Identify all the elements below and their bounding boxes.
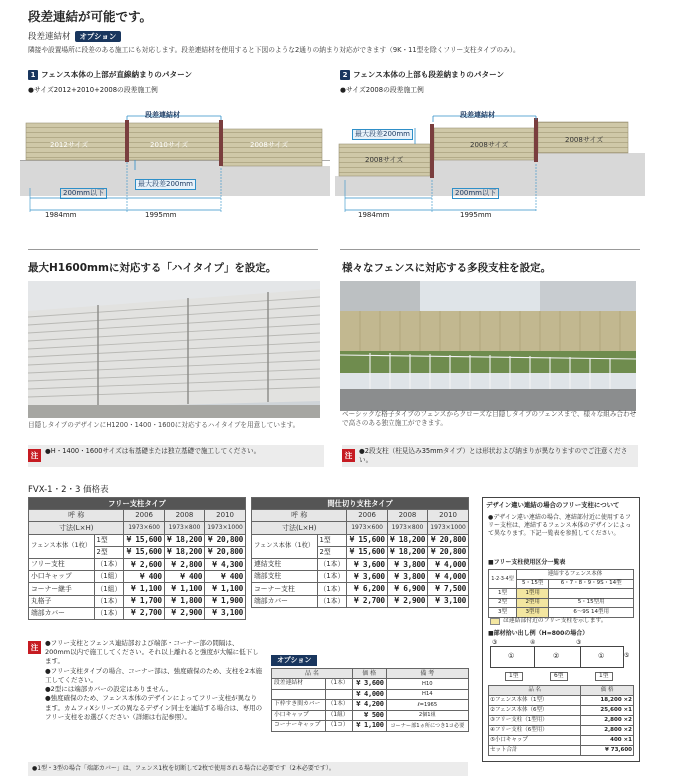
table-row (272, 700, 469, 711)
table1-row-name: フリー支柱 (29, 558, 95, 570)
intro-text: 隣接や設置場所に段差のある施工にも対応します。段差連結材を使用すると下図のような2通りの納まり対応ができます（9K・11型を除くフリー支柱タイプのみ）。 (28, 46, 520, 54)
table1-col-name: 呼 称 (29, 510, 124, 522)
table-row (29, 595, 246, 607)
option-col: 備 考 (386, 669, 468, 679)
table2-price: ¥ 3,600 (347, 558, 387, 570)
price-table-partition (251, 497, 469, 608)
table1-col: 2008 (164, 510, 204, 522)
example-name: セット合計 (489, 745, 581, 755)
note-item: ●フリー支柱とフェンス連結部および端部・コーナー部の間隔は、200mm以内で施工してください。それ以上離れると強度が大幅に低下します。 (45, 639, 259, 666)
table-row (29, 571, 246, 583)
table-row (252, 558, 469, 570)
table2-row-name: 端部支柱 (252, 571, 318, 583)
option-col: 価 格 (352, 669, 386, 679)
option-badge: オプション (75, 31, 122, 42)
table1-size: 1973×600 (124, 522, 164, 534)
pattern2-size2: 2008サイズ (470, 141, 509, 149)
table1-col: 2010 (205, 510, 246, 522)
table1-price: ¥ 400 (124, 571, 164, 583)
table2-price: ¥ 4,000 (428, 571, 469, 583)
example-panel: ① (598, 652, 605, 660)
table-row (29, 534, 246, 546)
table2-price: ¥ 20,800 (428, 546, 469, 558)
table-row (489, 598, 634, 608)
table1-price: ¥ 15,600 (124, 534, 164, 546)
example-table (488, 685, 634, 756)
usage-a: 2型用 (517, 598, 549, 608)
table1-row-type: 2型 (94, 546, 124, 558)
example-div (580, 646, 581, 668)
table2-price: ¥ 7,500 (428, 583, 469, 595)
feature1-note-mark: 注 (28, 449, 41, 462)
table1-row-name: コーナー継手 (29, 583, 95, 595)
option-note: ℓ=1965 (386, 700, 468, 711)
pattern2-maxstep: 最大段差200mm (352, 129, 413, 140)
notes-list (45, 639, 263, 722)
example-div (534, 646, 535, 668)
pattern2-title (340, 70, 504, 80)
table1-price: ¥ 1,100 (124, 583, 164, 595)
pattern2-dim1: 1984mm (358, 211, 390, 219)
pattern1-size3: 2008サイズ (250, 141, 289, 149)
table2-col: 2010 (428, 510, 469, 522)
option-note: H14 (386, 689, 468, 700)
option-price: ¥ 3,600 (352, 679, 386, 690)
table2-price: ¥ 6,900 (387, 583, 427, 595)
option-unit: （1組） (325, 710, 352, 721)
table1-price: ¥ 1,100 (205, 583, 246, 595)
table1-price: ¥ 2,700 (124, 607, 164, 619)
option-unit: （1本） (325, 679, 352, 690)
table2-size: 1973×1000 (428, 522, 469, 534)
table2-col: 2008 (387, 510, 427, 522)
table1-row-name: フェンス本体（1枚） (29, 534, 95, 558)
pattern1-num: 1 (28, 70, 38, 80)
table-row (252, 534, 469, 546)
option-name: 下枠すき間カバー (272, 700, 326, 711)
table1-price: ¥ 400 (164, 571, 204, 583)
table2-col: 2006 (347, 510, 387, 522)
option-unit: （1本） (325, 700, 352, 711)
option-price: ¥ 500 (352, 710, 386, 721)
feature1-photo (28, 281, 320, 418)
table1-price: ¥ 1,900 (205, 595, 246, 607)
table1-header: フリー支柱タイプ (29, 498, 246, 510)
pattern2-title-text: フェンス本体の上部も段差納まりのパターン (353, 70, 505, 79)
table2-price: ¥ 18,200 (387, 546, 427, 558)
table1-row-name: 小口キャップ (29, 571, 95, 583)
feature1-caption: 目隠しタイプのデザインにH1200・1400・1600に対応するハイタイプを用意しています。 (28, 421, 300, 429)
example-price: 2,800 ×2 (581, 725, 634, 735)
table-row (29, 583, 246, 595)
table1-col: 2006 (124, 510, 164, 522)
table-row (252, 595, 469, 607)
usage-head: 6・7・8・9・9S・14型 (549, 579, 634, 589)
table-row (272, 721, 469, 732)
pattern1-connector-label: 段差連結材 (145, 111, 180, 119)
example-name: ④フリー支柱（6型用） (489, 725, 581, 735)
table1-row-type: （1本） (94, 595, 124, 607)
table2-row-type: （1本） (317, 558, 347, 570)
example-price: 400 ×1 (581, 735, 634, 745)
example-type: 1型 (595, 672, 613, 681)
table2-col-size: 寸法(L×H) (252, 522, 347, 534)
feature2-caption: ベーシックな格子タイプのフェンスからクローズな目隠しタイプのフェンスまで、様々な組み合わせで高さのある独立施工ができます。 (342, 410, 637, 427)
table-row (252, 583, 469, 595)
feature1-note: ●H・1400・1600サイズは布基礎または独立基礎で施工してください。 (45, 447, 261, 455)
notes-mark: 注 (28, 641, 41, 654)
pattern2-size1: 2008サイズ (365, 156, 404, 164)
note-item: ●フリー支柱タイプの場合、コーナー部は、強度確保のため、支柱を2本施工してください。 (45, 666, 262, 684)
price-table-free (28, 497, 246, 620)
example-name: ①フェンス本体（1型） (489, 695, 581, 705)
usage-head: 連結するフェンス本体 (517, 570, 634, 580)
table2-price: ¥ 3,600 (347, 571, 387, 583)
option-note: 2個1組 (386, 710, 468, 721)
usage-k: 1型 (489, 589, 517, 599)
option-unit: （1コ） (325, 721, 352, 732)
table-row (489, 608, 634, 618)
pattern2-under: 200mm以下 (452, 188, 499, 199)
table2-price: ¥ 4,000 (428, 558, 469, 570)
pattern1-size2: 2010サイズ (150, 141, 189, 149)
table2-row-name: フェンス本体（1枚） (252, 534, 318, 558)
table1-col-size: 寸法(L×H) (29, 522, 124, 534)
pattern2-dim2: 1995mm (460, 211, 492, 219)
option-name: 小口キャップ (272, 710, 326, 721)
table1-row-type: （1組） (94, 571, 124, 583)
table-row (272, 689, 469, 700)
usage-b: 6〜9S 14型用 (549, 608, 634, 618)
page-title: 段差連結が可能です。 (28, 9, 153, 24)
feature2-note: ●2段支柱（柱見込み35mmタイプ）とは形状および納まりが異なりますのでご注意ください。 (359, 447, 628, 464)
table1-row-type: （1本） (94, 607, 124, 619)
usage-b: 5・15型用 (549, 598, 634, 608)
table2-price: ¥ 18,200 (387, 534, 427, 546)
example-num: ③ (576, 639, 582, 646)
table2-price: ¥ 3,800 (387, 571, 427, 583)
example-col: 価 格 (581, 686, 634, 696)
option-name: コーナーキャップ (272, 721, 326, 732)
footer-note: ●1型・3型の場合「端部カバー」は、フェンス1枚を切断して2枚で使用される場合に必要です（2本必要です）。 (32, 765, 335, 772)
table2-price: ¥ 15,600 (347, 546, 387, 558)
legend-text: は連結部付近のフリー支柱を示します。 (503, 618, 607, 624)
option-table (271, 668, 469, 732)
table1-price: ¥ 18,200 (164, 534, 204, 546)
table1-row-type: （1本） (94, 558, 124, 570)
pattern1-dim1: 1984mm (45, 211, 77, 219)
option-table-badge: オプション (271, 655, 317, 666)
pattern1-title (28, 70, 192, 80)
pattern1-dim2: 1995mm (145, 211, 177, 219)
table-row (489, 589, 634, 599)
table2-header: 間仕切り支柱タイプ (252, 498, 469, 510)
table2-row-type: （1本） (317, 583, 347, 595)
usage-a: 3型用 (517, 608, 549, 618)
feature2-note-mark: 注 (342, 449, 355, 462)
option-col: 品 名 (272, 669, 353, 679)
table2-price: ¥ 2,900 (387, 595, 427, 607)
table2-price: ¥ 20,800 (428, 534, 469, 546)
feature2-photo (340, 281, 636, 411)
example-panel: ② (553, 652, 560, 660)
table2-row-type: 1型 (317, 534, 347, 546)
usage-a: 1型用 (517, 589, 549, 599)
table1-price: ¥ 2,800 (164, 558, 204, 570)
table2-row-name: 端部カバー (252, 595, 318, 607)
pattern1-maxstep: 最大段差200mm (135, 179, 196, 190)
option-note: H10 (386, 679, 468, 690)
table2-price: ¥ 6,200 (347, 583, 387, 595)
table1-price: ¥ 1,800 (164, 595, 204, 607)
table2-price: ¥ 3,800 (387, 558, 427, 570)
example-num: ⑤ (624, 652, 630, 659)
table-row (489, 695, 634, 705)
section-label (28, 32, 121, 43)
example-price: 2,800 ×2 (581, 715, 634, 725)
example-num: ③ (492, 639, 498, 646)
pattern1-title-text: フェンス本体の上部が直線納まりのパターン (41, 70, 193, 79)
table-row (272, 679, 469, 690)
table1-price: ¥ 1,700 (124, 595, 164, 607)
table1-price: ¥ 18,200 (164, 546, 204, 558)
pattern2-num: 2 (340, 70, 350, 80)
example-panel: ① (508, 652, 515, 660)
table2-row-type: 2型 (317, 546, 347, 558)
pattern2-sub: ●サイズ2008の段差施工例 (340, 86, 424, 94)
option-name: 段差連結材 (272, 679, 326, 690)
table1-price: ¥ 4,300 (205, 558, 246, 570)
example-type: 6型 (550, 672, 568, 681)
pattern1-sub: ●サイズ2012+2010+2008の段差施工例 (28, 86, 158, 94)
note-item: ●2型には端部カバーの設定はありません。 (45, 685, 173, 694)
table1-price: ¥ 2,600 (124, 558, 164, 570)
pattern1-size1: 2012サイズ (50, 141, 89, 149)
table1-row-type: 1型 (94, 534, 124, 546)
option-unit (325, 689, 352, 700)
example-name: ②フェンス本体（6型） (489, 705, 581, 715)
table1-row-name: 丸格子 (29, 595, 95, 607)
table2-price: ¥ 3,100 (428, 595, 469, 607)
option-price: ¥ 1,100 (352, 721, 386, 732)
note-item: ●強度確保のため、フェンス本体のデザインによってフリー支柱が異なります。カムフィXシリーズの異なるデザイン同士を連結する場合は、専用のフリー支柱をお選びください（詳細は右記参照）。 (45, 694, 263, 721)
option-price: ¥ 4,000 (352, 689, 386, 700)
table-row (489, 705, 634, 715)
right-panel-text: ●デザイン違い連結の場合、連結部付近に使用するフリー支柱は、連結するフェンス本体のデザインによって異なります。下記一覧表を参照してください。 (488, 514, 632, 538)
option-note: コーナー部1ヵ所につき1コ必要 (386, 721, 468, 732)
option-name (272, 689, 326, 700)
table1-price: ¥ 15,600 (124, 546, 164, 558)
pattern1-under: 200mm以下 (60, 188, 107, 199)
table2-row-name: コーナー支柱 (252, 583, 318, 595)
usage-corner: 1·2·3·4型 (489, 570, 517, 589)
legend-swatch (490, 618, 500, 625)
table2-row-type: （1本） (317, 595, 347, 607)
table-row (489, 725, 634, 735)
table-row (489, 715, 634, 725)
example-price: ¥ 73,600 (581, 745, 634, 755)
section-name: 段差連結材 (28, 32, 71, 42)
table2-size: 1973×600 (347, 522, 387, 534)
table1-size: 1973×1000 (205, 522, 246, 534)
table2-row-name: 連結支柱 (252, 558, 318, 570)
pattern2-connector-label: 段差連結材 (460, 111, 495, 119)
table2-row-type: （1本） (317, 571, 347, 583)
table-row (252, 571, 469, 583)
table2-size: 1973×800 (387, 522, 427, 534)
right-panel-list-title: ■フリー支柱使用区分一覧表 (488, 559, 566, 566)
example-price: 25,600 ×1 (581, 705, 634, 715)
option-price: ¥ 4,200 (352, 700, 386, 711)
example-num: ④ (530, 639, 536, 646)
example-type: 1型 (505, 672, 523, 681)
divider-right (340, 249, 640, 250)
table-row (489, 735, 634, 745)
table1-price: ¥ 2,900 (164, 607, 204, 619)
table1-size: 1973×800 (164, 522, 204, 534)
table1-row-type: （1組） (94, 583, 124, 595)
table1-price: ¥ 20,800 (205, 534, 246, 546)
example-name: ⑤小口キャップ (489, 735, 581, 745)
example-price: 18,200 ×2 (581, 695, 634, 705)
divider-left (28, 249, 318, 250)
example-name: ③フリー支柱（1型用） (489, 715, 581, 725)
table2-price: ¥ 2,700 (347, 595, 387, 607)
table1-price: ¥ 1,100 (164, 583, 204, 595)
price-title: FVX-1・2・3 価格表 (28, 485, 109, 495)
right-panel-title: デザイン違い連結の場合のフリー支柱について (486, 501, 620, 509)
example-title: ■部材拾い出し例（H=800の場合） (488, 630, 589, 637)
table1-price: ¥ 20,800 (205, 546, 246, 558)
table-row (489, 745, 634, 755)
table2-price: ¥ 15,600 (347, 534, 387, 546)
feature1-title: 最大H1600mmに対応する「ハイタイプ」を設定。 (28, 262, 277, 274)
usage-head: 5・15型 (517, 579, 549, 589)
feature2-title: 様々なフェンスに対応する多段支柱を設定。 (342, 262, 552, 274)
example-col: 品 名 (489, 686, 581, 696)
table-row (29, 607, 246, 619)
table1-price: ¥ 400 (205, 571, 246, 583)
usage-k: 2型 (489, 598, 517, 608)
pattern2-size3: 2008サイズ (565, 136, 604, 144)
usage-k: 3型 (489, 608, 517, 618)
table1-price: ¥ 3,100 (205, 607, 246, 619)
table-row (272, 710, 469, 721)
table-row (29, 558, 246, 570)
usage-table (488, 569, 634, 618)
table2-col-name: 呼 称 (252, 510, 347, 522)
usage-b (549, 589, 634, 599)
table1-row-name: 端部カバー (29, 607, 95, 619)
